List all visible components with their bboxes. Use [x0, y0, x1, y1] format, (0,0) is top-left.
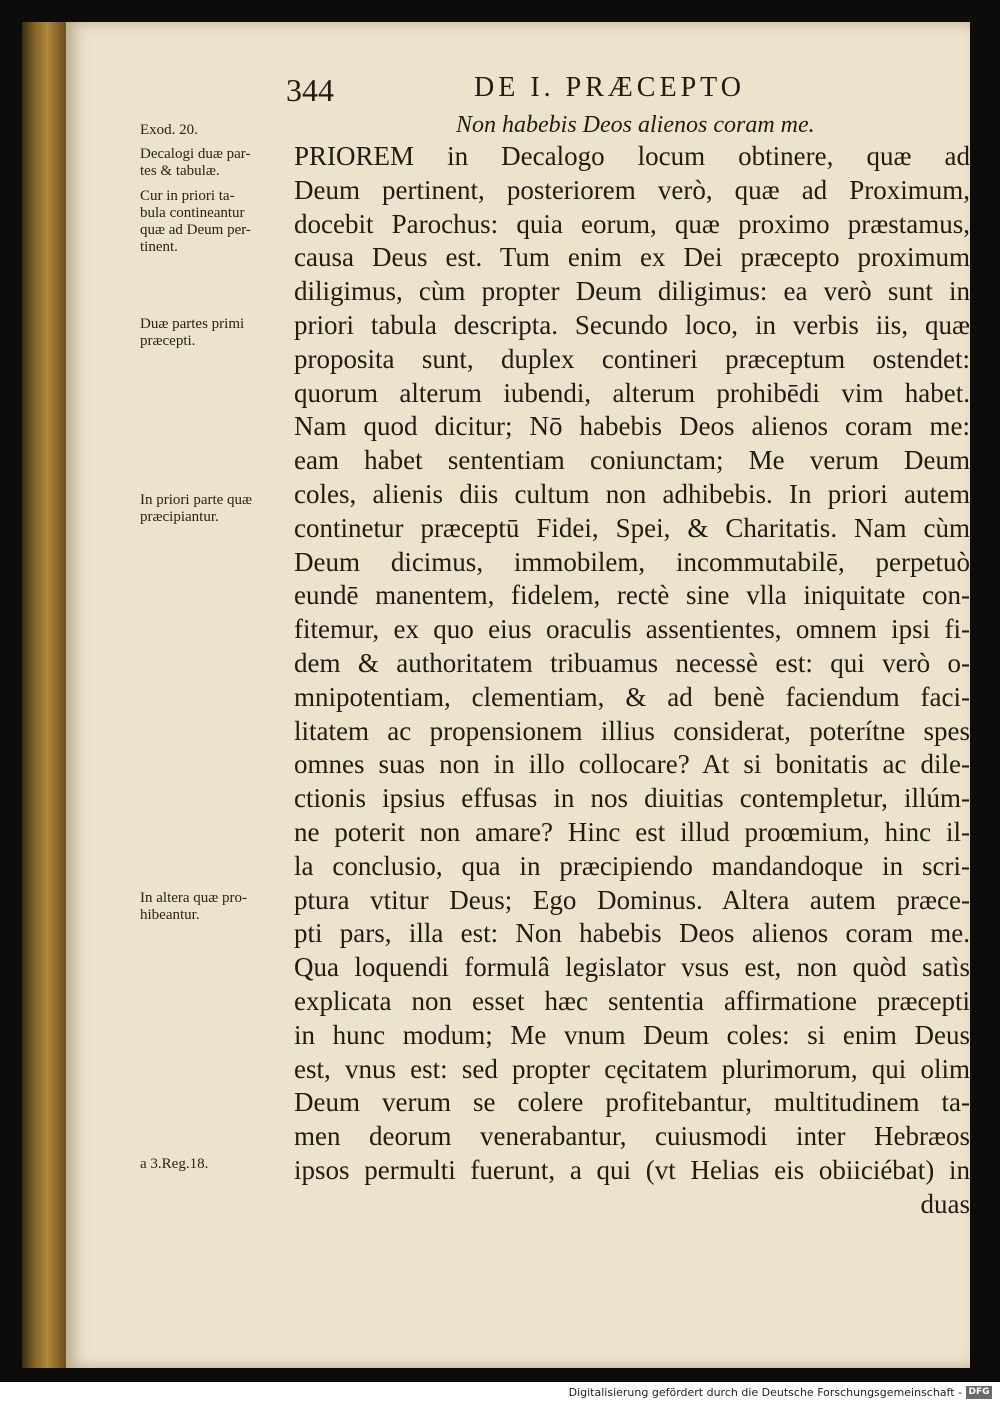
margin-line: In priori parte quæ — [140, 492, 253, 508]
body-line: diligimus, cùm propter Deum diligimus: ea verò sunt in — [294, 276, 970, 307]
body-line: priori tabula descripta. Secundo loco, in verbis iis, quæ — [294, 309, 970, 340]
body-line: Nam quod dicitur; Nō habebis Deos alienos coram me: — [294, 411, 970, 442]
margin-line: præcepti. — [140, 333, 196, 349]
body-line: pti pars, illa est: Non habebis Deos alienos coram me. — [294, 918, 970, 949]
funding-credit: Digitalisierung gefördert durch die Deutsche Forschungsgemeinschaft - — [568, 1386, 962, 1399]
margin-line: Decalogi duæ par- — [140, 146, 251, 162]
margin-line: bula contineantur — [140, 205, 245, 221]
margin-line: hibeantur. — [140, 907, 200, 923]
body-line: omnes suas non in illo collocare? At si bonitatis ac dile- — [294, 749, 970, 780]
body-line: ptura vtitur Deus; Ego Dominus. Altera autem præce- — [294, 884, 970, 915]
margin-note-in-priori-parte — [140, 492, 290, 526]
body-line: eundē manentem, fidelem, rectè sine vlla iniquitate con- — [294, 580, 970, 611]
body-line: litatem ac propensionem illius considerat, poterítne spes — [294, 715, 970, 746]
body-line: explicata non esset hæc sententia affirmatione præcepti — [294, 985, 970, 1016]
body-line: eam habet sententiam coniunctam; Me verum Deum — [294, 445, 970, 476]
body-line: in hunc modum; Me vnum Deum coles: si enim Deus — [294, 1019, 970, 1050]
margin-line: præcipiantur. — [140, 509, 219, 525]
body-line: proposita sunt, duplex contineri præceptum ostendet: — [294, 343, 970, 374]
margin-note-exodus — [140, 122, 290, 139]
margin-line: Cur in priori ta- — [140, 188, 235, 204]
running-title: DE I. PRÆCEPTO — [474, 72, 745, 103]
dfg-logo: DFG — [966, 1386, 992, 1399]
margin-line: a 3.Reg.18. — [140, 1156, 209, 1172]
body-line: Deum pertinent, posteriorem verò, quæ ad Proximum, — [294, 174, 970, 205]
page-number: 344 — [286, 72, 334, 108]
body-line: est, vnus est: sed propter cęcitatem plurimorum, qui olim — [294, 1053, 970, 1084]
body-text — [294, 140, 970, 1222]
margin-note-duae-partes — [140, 316, 290, 350]
margin-line: In altera quæ pro- — [140, 890, 248, 906]
body-line: PRIOREM in Decalogo locum obtinere, quæ ad — [294, 141, 970, 171]
body-line: men deorum venerabantur, cuiusmodi inter Hebræos — [294, 1121, 970, 1152]
body-line: Deum verum se colere profitebantur, multitudinem ta- — [294, 1087, 970, 1118]
body-line: ctionis ipsius effusas in nos diuitias contempletur, illúm- — [294, 783, 970, 814]
running-head — [0, 72, 1000, 112]
margin-note-cur-in-priori — [140, 188, 290, 256]
body-line: la conclusio, qua in præcipiendo mandandoque in scri- — [294, 850, 970, 881]
body-line: fitemur, ex quo eius oraculis assentientes, omnem ipsi fi- — [294, 614, 970, 645]
commandment-subtitle: Non habebis Deos alienos coram me. — [456, 112, 815, 138]
margin-line: Duæ partes primi — [140, 316, 245, 332]
body-line: Qua loquendi formulâ legislator vsus est, non quòd satìs — [294, 952, 970, 983]
body-line: mnipotentiam, clementiam, & ad benè faciendum faci- — [294, 681, 970, 712]
body-line: dem & authoritatem tribuamus necessè est: qui verò o- — [294, 647, 970, 678]
body-line: coles, alienis diis cultum non adhibebis. In priori autem — [294, 478, 970, 509]
margin-note-decalogi — [140, 146, 290, 180]
margin-line: tes & tabulæ. — [140, 163, 220, 179]
margin-note-in-altera — [140, 890, 290, 924]
margin-note-reg-ref — [140, 1156, 290, 1173]
body-line: docebit Parochus: quia eorum, quæ proximo præstamus, — [294, 208, 970, 239]
margin-line: Exod. 20. — [140, 122, 198, 138]
catchword: duas — [920, 1188, 970, 1219]
margin-line: tinent. — [140, 239, 178, 255]
body-line: continetur præceptū Fidei, Spei, & Charitatis. Nam cùm — [294, 512, 970, 543]
body-line: causa Deus est. Tum enim ex Dei præcepto proximum — [294, 242, 970, 273]
body-line: quorum alterum iubendi, alterum prohibēdi vim habet. — [294, 377, 970, 408]
margin-line: quæ ad Deum per- — [140, 222, 251, 238]
body-line: Deum dicimus, immobilem, incommutabilē, perpetuò — [294, 546, 970, 577]
body-line: ne poterit non amare? Hinc est illud proœmium, hinc il- — [294, 816, 970, 847]
body-line: ipsos permulti fuerunt, a qui (vt Helias eis obiiciébat) in — [294, 1154, 970, 1185]
digitization-footer — [0, 1382, 1000, 1404]
